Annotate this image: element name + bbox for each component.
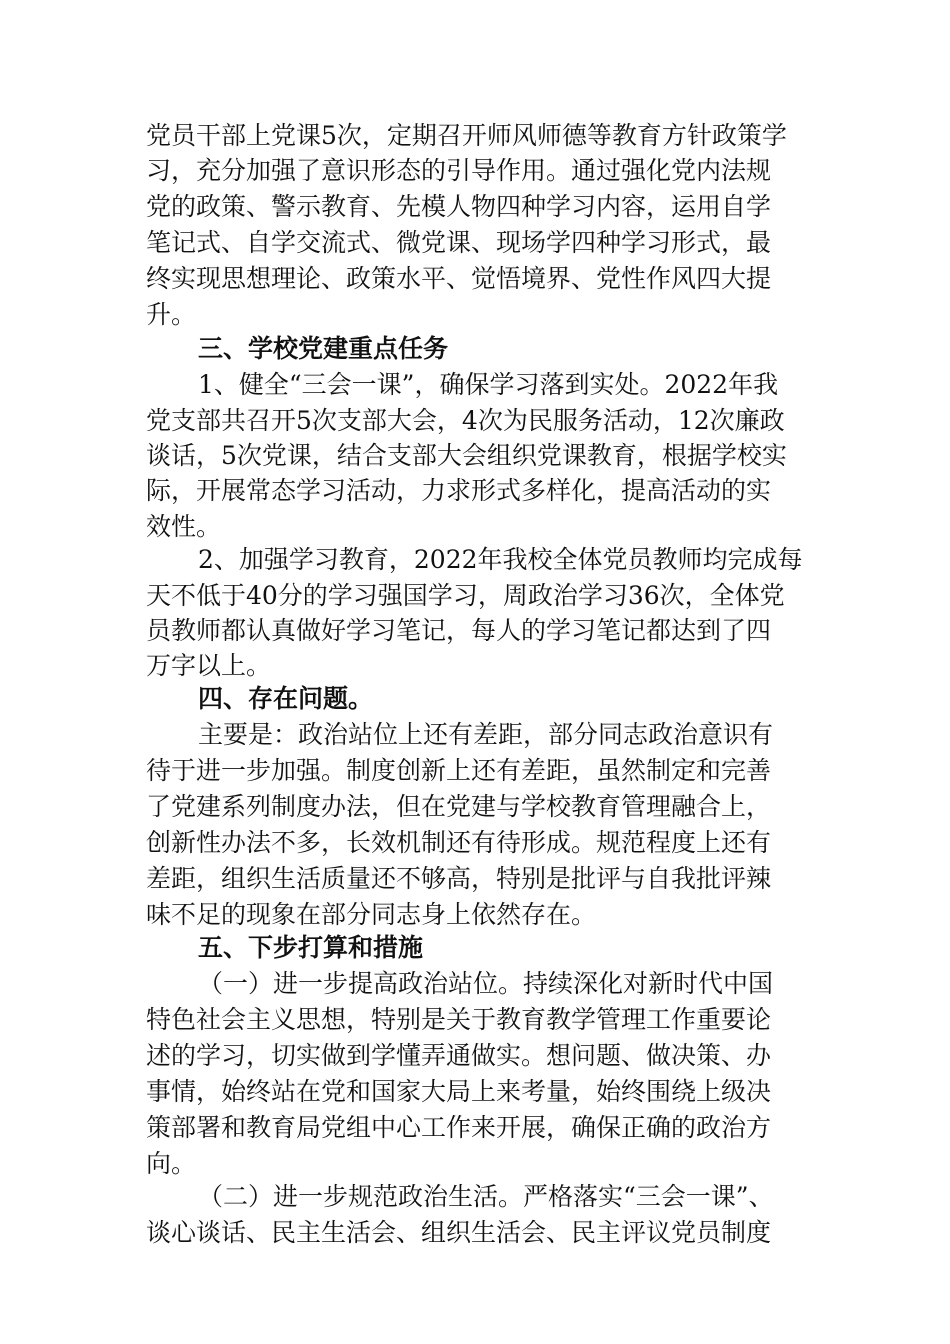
body-text-line: 天不低于40分的学习强国学习，周政治学习36次，全体党 bbox=[146, 581, 785, 610]
body-text-line: 效性。 bbox=[146, 512, 222, 541]
body-text-line: 向。 bbox=[146, 1149, 197, 1178]
body-text-line: （二）进一步规范政治生活。严格落实“三会一课”、 bbox=[198, 1182, 774, 1211]
body-text-line: 终实现思想理论、政策水平、觉悟境界、党性作风四大提 bbox=[146, 264, 772, 293]
body-text-line: 创新性办法不多，长效机制还有待形成。规范程度上还有 bbox=[146, 828, 772, 857]
body-text-line: （一）进一步提高政治站位。持续深化对新时代中国 bbox=[198, 969, 774, 998]
body-text-line: 万字以上。 bbox=[146, 651, 272, 680]
body-text-line: 升。 bbox=[146, 300, 197, 329]
body-text-line: 事情，始终站在党和国家大局上来考量，始终围绕上级决 bbox=[146, 1077, 772, 1106]
body-text-line: 2、加强学习教育，2022年我校全体党员教师均完成每 bbox=[198, 545, 803, 574]
body-text-line: 党员干部上党课5次，定期召开师风师德等教育方针政策学 bbox=[146, 121, 787, 150]
body-text-line: 待于进一步加强。制度创新上还有差距，虽然制定和完善 bbox=[146, 756, 772, 785]
body-text-line: 习，充分加强了意识形态的引导作用。通过强化党内法规 bbox=[146, 156, 772, 185]
body-text-line: 笔记式、自学交流式、微党课、现场学四种学习形式，最 bbox=[146, 228, 772, 257]
body-text-line: 味不足的现象在部分同志身上依然存在。 bbox=[146, 900, 597, 929]
body-text-line: 党的政策、警示教育、先模人物四种学习内容，运用自学 bbox=[146, 192, 772, 221]
body-text-line: 策部署和教育局党组中心工作来开展，确保正确的政治方 bbox=[146, 1113, 772, 1142]
section-heading: 四、存在问题。 bbox=[198, 684, 374, 713]
body-text-line: 谈话，5次党课，结合支部大会组织党课教育，根据学校实 bbox=[146, 441, 787, 470]
section-heading: 五、下步打算和措施 bbox=[198, 933, 424, 962]
body-text-line: 员教师都认真做好学习笔记，每人的学习笔记都达到了四 bbox=[146, 616, 772, 645]
section-heading: 三、学校党建重点任务 bbox=[198, 334, 449, 363]
body-text-line: 述的学习，切实做到学懂弄通做实。想问题、做决策、办 bbox=[146, 1041, 772, 1070]
body-text-line: 特色社会主义思想，特别是关于教育教学管理工作重要论 bbox=[146, 1005, 772, 1034]
body-text-line: 1、健全“三会一课”，确保学习落到实处。2022年我 bbox=[198, 370, 779, 399]
body-text-line: 主要是：政治站位上还有差距，部分同志政治意识有 bbox=[198, 720, 774, 749]
body-text-line: 谈心谈话、民主生活会、组织生活会、民主评议党员制度 bbox=[146, 1218, 772, 1247]
body-text-line: 了党建系列制度办法，但在党建与学校教育管理融合上， bbox=[146, 792, 772, 821]
body-text-line: 党支部共召开5次支部大会，4次为民服务活动，12次廉政 bbox=[146, 406, 785, 435]
body-text-line: 差距，组织生活质量还不够高，特别是批评与自我批评辣 bbox=[146, 864, 772, 893]
body-text-line: 际，开展常态学习活动，力求形式多样化，提高活动的实 bbox=[146, 476, 772, 505]
